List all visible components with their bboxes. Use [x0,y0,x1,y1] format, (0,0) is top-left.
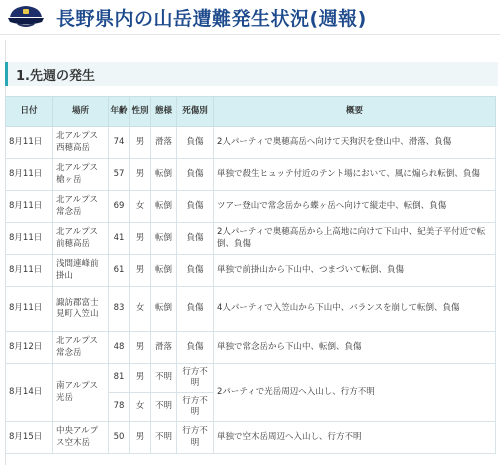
cell-summary: ツアー登山で常念岳から蝶ヶ岳へ向けて縦走中、転倒、負傷 [214,191,496,223]
cell-summary: 単独で空木岳周辺へ入山し、行方不明 [214,422,496,454]
section-title: 1.先週の発生 [16,69,95,84]
cell-place: 浅間連峰前掛山 [53,255,109,287]
header-age: 年齢 [109,97,130,127]
table-header-row [6,97,496,127]
cell-summary: 単独で殺生ヒュッテ付近のテント場において、風に煽られ転倒、負傷 [214,159,496,191]
cell-sex: 女 [130,287,151,332]
cell-mode: 不明 [151,422,177,454]
cell-mode: 転倒 [151,287,177,332]
cell-casualty: 負傷 [177,287,214,332]
table-row [6,223,496,255]
cell-date: 8月11日 [6,191,53,223]
police-cap-icon [6,3,46,29]
cell-date: 8月11日 [6,223,53,255]
cell-place: 北アルプス常念岳 [53,191,109,223]
header-place: 場所 [53,97,109,127]
cell-date: 8月11日 [6,255,53,287]
cell-sex: 女 [130,191,151,223]
cell-age: 83 [109,287,130,332]
incident-table [5,96,496,454]
cell-age: 74 [109,127,130,159]
cell-date: 8月11日 [6,159,53,191]
cell-place: 中央アルプス空木岳 [53,422,109,454]
cell-summary: 4人パーティで入笠山から下山中、バランスを崩して転倒、負傷 [214,287,496,332]
header-summary: 概要 [214,97,496,127]
cell-age: 61 [109,255,130,287]
table-row [6,287,496,332]
cell-sex: 男 [130,364,151,393]
cell-place: 南アルプス光岳 [53,364,109,422]
cell-age: 50 [109,422,130,454]
cell-sex: 女 [130,393,151,422]
cell-place: 諏訪郡富士見町入笠山 [53,287,109,332]
cell-age: 69 [109,191,130,223]
table-row [6,332,496,364]
cell-sex: 男 [130,332,151,364]
cell-mode: 転倒 [151,255,177,287]
table-row [6,127,496,159]
section-heading [5,62,498,86]
cell-casualty: 行方不明 [177,422,214,454]
cell-sex: 男 [130,422,151,454]
header-casualty: 死傷別 [177,97,214,127]
cell-mode: 転倒 [151,159,177,191]
cell-summary: 単独で常念岳から下山中、転倒、負傷 [214,332,496,364]
cell-date: 8月11日 [6,127,53,159]
cell-sex: 男 [130,127,151,159]
cell-age: 48 [109,332,130,364]
page-title: 長野県内の山岳遭難発生状況(週報) [56,8,367,30]
cell-summary: 単独で前掛山から下山中、つまづいて転倒、負傷 [214,255,496,287]
cell-place: 北アルプス常念岳 [53,332,109,364]
cell-casualty: 負傷 [177,127,214,159]
cell-mode: 不明 [151,393,177,422]
cell-age: 57 [109,159,130,191]
cell-sex: 男 [130,223,151,255]
cell-mode: 転倒 [151,191,177,223]
cell-place: 北アルプス槍ヶ岳 [53,159,109,191]
table-row [6,255,496,287]
table-row [6,191,496,223]
cell-date: 8月14日 [6,364,53,422]
cell-age: 78 [109,393,130,422]
cell-casualty: 行方不明 [177,364,214,393]
cell-sex: 男 [130,159,151,191]
cell-casualty: 負傷 [177,223,214,255]
cell-age: 41 [109,223,130,255]
cell-casualty: 負傷 [177,191,214,223]
cell-summary: 2パーティで光岳周辺へ入山し、行方不明 [214,364,496,422]
page-header [0,0,500,35]
cell-summary: 2人パーティで奥穂高岳へ向けて天狗沢を登山中、滑落、負傷 [214,127,496,159]
cell-date: 8月11日 [6,287,53,332]
cell-place: 北アルプス前穂高岳 [53,223,109,255]
table-row [6,364,496,393]
cell-casualty: 行方不明 [177,393,214,422]
cell-mode: 不明 [151,364,177,393]
header-mode: 態様 [151,97,177,127]
cell-date: 8月15日 [6,422,53,454]
cell-casualty: 負傷 [177,255,214,287]
cell-mode: 転倒 [151,223,177,255]
cell-mode: 滑落 [151,332,177,364]
cell-age: 81 [109,364,130,393]
cell-date: 8月12日 [6,332,53,364]
table-row [6,159,496,191]
cell-summary: 2人パーティで奥穂高岳から上高地に向けて下山中、紀美子平付近で転倒、負傷 [214,223,496,255]
header-sex: 性別 [130,97,151,127]
cell-casualty: 負傷 [177,159,214,191]
cell-casualty: 負傷 [177,332,214,364]
header-date: 日付 [6,97,53,127]
cell-sex: 男 [130,255,151,287]
cell-mode: 滑落 [151,127,177,159]
table-row [6,422,496,454]
cell-place: 北アルプス西穂高岳 [53,127,109,159]
